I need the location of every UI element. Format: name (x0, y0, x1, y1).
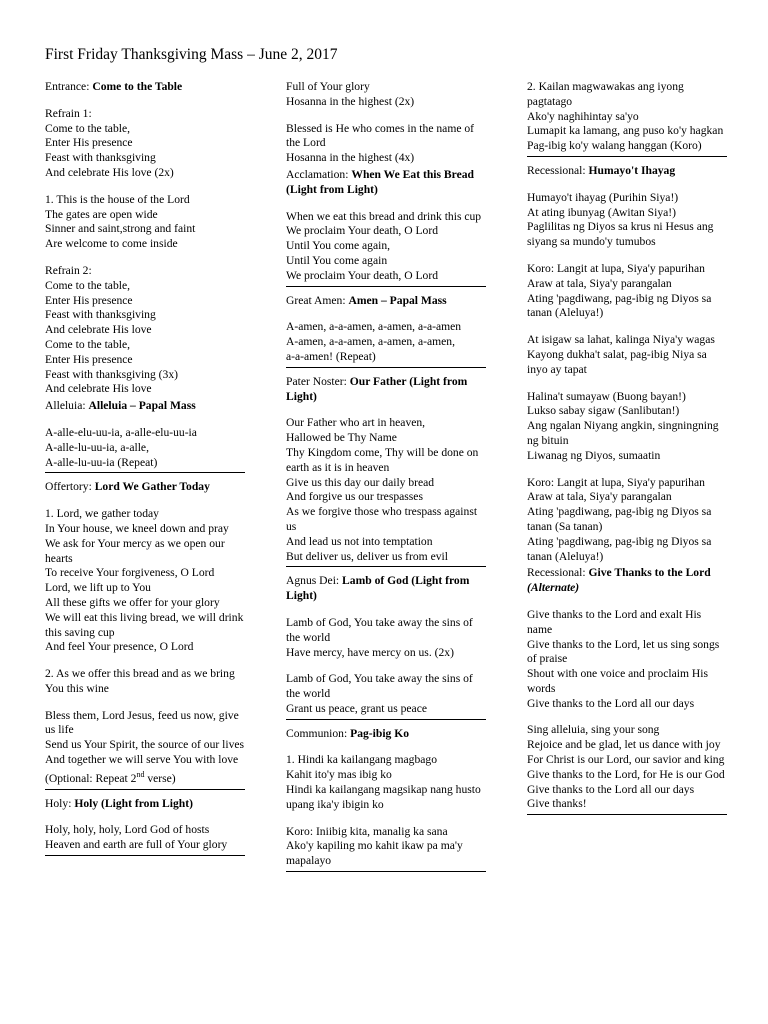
lyric-stanza (527, 723, 727, 812)
lyric-line: Give thanks to the Lord, let us sing songs of praise (527, 637, 720, 666)
lyric-line: Refrain 2: (45, 263, 92, 277)
section-heading (286, 727, 486, 742)
lyric-line: When we eat this bread and drink this cup (286, 209, 482, 223)
lyric-line: And lead us not into temptation (286, 534, 433, 548)
lyric-line: The gates are open wide (45, 207, 158, 221)
part-label: Holy: (45, 796, 75, 810)
lyric-line: And celebrate His love (45, 323, 152, 337)
lyric-line: Full of Your glory (286, 80, 370, 93)
column-2 (286, 80, 486, 879)
song-section (45, 80, 245, 399)
song-section (286, 375, 486, 568)
lyric-stanza (527, 262, 727, 321)
lyric-line: Are welcome to come inside (45, 237, 178, 251)
song-section (45, 399, 245, 473)
song-section (45, 797, 245, 856)
lyric-stanza (527, 476, 727, 565)
lyric-stanza (527, 191, 727, 250)
lyric-stanza (527, 333, 727, 377)
lyric-line: Ako'y naghihintay sa'yo (527, 109, 639, 123)
lyric-line: Come to the table, (45, 121, 131, 135)
lyric-line: Rejoice and be glad, let us dance with joy (527, 738, 721, 752)
lyric-line: Liwanag ng Diyos, sumaatin (527, 448, 661, 462)
song-title: Amen – Papal Mass (348, 293, 447, 307)
song-title: Give Thanks to the Lord (588, 566, 711, 580)
lyric-line: And forgive us our trespasses (286, 490, 423, 504)
part-label: Recessional: (527, 163, 589, 177)
lyric-stanza (45, 426, 245, 470)
lyric-line: And celebrate His love (45, 382, 152, 396)
lyric-stanza (45, 709, 245, 787)
section-heading (45, 797, 245, 812)
song-section (527, 164, 727, 566)
lyric-line: Give thanks to the Lord, for He is our God (527, 767, 725, 781)
lyric-stanza (45, 507, 245, 655)
lyric-line: Koro: Iniibig kita, manalig ka sana (286, 824, 448, 838)
lyric-line: Give thanks to the Lord and exalt His name (527, 607, 702, 636)
lyric-line: Enter His presence (45, 293, 133, 307)
lyric-line: Grant us peace, grant us peace (286, 701, 427, 715)
lyric-line: Kahit ito'y mas ibig ko (286, 768, 392, 782)
lyric-line: Pag-ibig ko'y walang hanggan (Koro) (527, 139, 702, 153)
lyric-line: Hallowed be Thy Name (286, 431, 397, 445)
lyric-stanza (527, 80, 727, 154)
lyric-line: Ating 'pagdiwang, pag-ibig ng Diyos sa tanan (Sa tanan) (527, 505, 712, 533)
lyric-line: Lamb of God, You take away the sins of the world (286, 615, 473, 644)
lyric-line: Hosanna in the highest (4x) (286, 151, 415, 165)
lyric-line: Our Father who art in heaven, (286, 416, 426, 430)
lyric-line: And together we will serve You with love (45, 753, 239, 767)
lyric-stanza (527, 608, 727, 712)
song-section (527, 566, 727, 815)
song-section (286, 80, 486, 168)
song-title: Alleluia – Papal Mass (88, 399, 196, 413)
song-section (527, 80, 727, 157)
lyric-line: Give thanks! (527, 797, 587, 811)
lyric-line: Enter His presence (45, 352, 133, 366)
lyric-line: Ako'y kapiling mo kahit ikaw pa ma'y mapalayo (286, 839, 463, 868)
lyric-line: Come to the table, (45, 337, 131, 351)
section-heading (45, 80, 245, 95)
song-title: Humayo't Ihayag (588, 163, 676, 177)
lyric-stanza (45, 667, 245, 697)
part-label: Entrance: (45, 80, 93, 93)
lyric-line: A-alle-lu-uu-ia (Repeat) (45, 455, 158, 469)
lyric-line: Koro: Langit at lupa, Siya'y papurihan (527, 261, 705, 275)
section-heading (45, 480, 245, 495)
lyric-line: Until You come again, (286, 239, 391, 253)
lyric-line: Have mercy, have mercy on us. (2x) (286, 645, 454, 659)
lyric-line: A-alle-elu-uu-ia, a-alle-elu-uu-ia (45, 425, 197, 439)
page-title: First Friday Thanksgiving Mass – June 2, 2017 (45, 46, 338, 63)
song-title: Pag-ibig Ko (350, 726, 410, 740)
section-heading (286, 294, 486, 309)
lyric-stanza (286, 616, 486, 660)
lyric-line: At ating ibunyag (Awitan Siya!) (527, 205, 676, 219)
lyric-line: Hindi ka kailangang magsikap nang husto upang ika'y ibigin ko (286, 783, 481, 811)
lyric-line: We proclaim Your death, O Lord (286, 224, 439, 238)
lyric-stanza (45, 823, 245, 853)
lyric-line: Shout with one voice and proclaim His words (527, 667, 708, 695)
song-title: When We Eat this Bread (Light from Light) (286, 167, 474, 196)
lyric-line: Feast with thanksgiving (3x) (45, 367, 178, 381)
lyric-line: Thy Kingdom come, Thy will be done on earth as it is in heaven (286, 445, 479, 474)
lyric-line: Give us this day our daily bread (286, 475, 435, 489)
song-title: Lord We Gather Today (94, 480, 210, 494)
section-heading (286, 168, 486, 198)
lyric-line: Bless them, Lord Jesus, feed us now, give us life (45, 708, 239, 737)
lyric-line: Blessed is He who comes in the name of the Lord (286, 121, 475, 150)
lyric-line: 2. As we offer this bread and as we bring You this wine (45, 667, 235, 695)
lyric-line: Araw at tala, Siya'y parangalan (527, 276, 672, 290)
lyric-line: Sing alleluia, sing your song (527, 723, 660, 737)
lyric-stanza (45, 193, 245, 252)
lyric-stanza (286, 210, 486, 284)
lyric-line: But deliver us, deliver us from evil (286, 549, 448, 563)
lyric-line: Lukso sabay sigaw (Sanlibutan!) (527, 404, 680, 418)
lyric-line: Kayong dukha't salat, pag-ibig Niya sa inyo ay tapat (527, 347, 707, 376)
lyric-line: Give thanks to the Lord all our days (527, 696, 695, 710)
lyric-line: Hosanna in the highest (2x) (286, 94, 415, 108)
song-title: Our Father (Light from Light) (286, 374, 468, 403)
lyric-line: A-amen, a-a-amen, a-amen, a-amen, (286, 335, 455, 349)
lyric-stanza (286, 672, 486, 716)
section-heading (286, 574, 486, 604)
lyric-line: Lord, we lift up to You (45, 581, 151, 595)
lyric-stanza (286, 753, 486, 812)
lyric-stanza (286, 320, 486, 364)
lyric-line: Lumapit ka lamang, ang puso ko'y hagkan (527, 124, 724, 138)
lyric-stanza (286, 80, 486, 110)
column-1 (45, 80, 245, 863)
part-label: Acclamation: (286, 167, 352, 181)
lyric-line: As we forgive those who trespass against us (286, 505, 478, 533)
lyric-line: (Optional: Repeat 2nd verse) (45, 769, 176, 785)
lyric-line: Heaven and earth are full of Your glory (45, 838, 228, 852)
lyric-line: 2. Kailan magwawakas ang iyong pagtatago (527, 80, 684, 108)
part-label: Communion: (286, 726, 351, 740)
song-section (286, 168, 486, 287)
lyric-line: a-a-amen! (Repeat) (286, 349, 376, 363)
lyric-line: Sinner and saint,strong and faint (45, 222, 196, 236)
song-section (286, 294, 486, 368)
lyric-line: And celebrate His love (2x) (45, 165, 174, 179)
lyric-stanza (45, 264, 245, 397)
song-title: Come to the Table (92, 80, 183, 93)
alternate-note: (Alternate) (527, 581, 580, 595)
lyric-line: Send us Your Spirit, the source of our lives (45, 738, 245, 752)
lyric-line: Feast with thanksgiving (45, 308, 156, 322)
lyric-line: Come to the table, (45, 278, 131, 292)
lyric-line: 1. This is the house of the Lord (45, 192, 190, 206)
lyric-line: A-amen, a-a-amen, a-amen, a-a-amen (286, 320, 462, 334)
lyric-stanza (45, 107, 245, 181)
lyric-line: 1. Lord, we gather today (45, 507, 159, 521)
section-heading (45, 399, 245, 414)
part-label: Great Amen: (286, 293, 349, 307)
section-heading (527, 164, 727, 179)
lyric-line: Araw at tala, Siya'y parangalan (527, 490, 672, 504)
lyric-line: Paglilitas ng Diyos sa krus ni Hesus ang siyang sa mundo'y tumubos (527, 220, 714, 249)
song-section (286, 727, 486, 872)
lyric-line: For Christ is our Lord, our savior and king (527, 753, 725, 767)
lyric-line: We ask for Your mercy as we open our hearts (45, 536, 225, 565)
section-heading (527, 566, 727, 596)
lyric-line: Give thanks to the Lord all our days (527, 782, 695, 796)
lyric-line: Holy, holy, holy, Lord God of hosts (45, 823, 210, 837)
lyric-line: A-alle-lu-uu-ia, a-alle, (45, 440, 149, 454)
part-label: Recessional: (527, 566, 589, 580)
part-label: Alleluia: (45, 399, 89, 413)
lyric-line: At isigaw sa lahat, kalinga Niya'y wagas (527, 333, 715, 347)
song-title: Holy (Light from Light) (74, 796, 193, 810)
lyric-line: Lamb of God, You take away the sins of the world (286, 672, 473, 701)
lyric-line: Feast with thanksgiving (45, 151, 156, 165)
section-heading (286, 375, 486, 405)
song-section (45, 480, 245, 789)
lyric-line: Refrain 1: (45, 106, 92, 120)
lyric-line: Humayo't ihayag (Purihin Siya!) (527, 190, 679, 204)
lyric-line: Until You come again (286, 253, 388, 267)
lyric-line: Halina't sumayaw (Buong bayan!) (527, 389, 686, 403)
lyric-line: 1. Hindi ka kailangang magbago (286, 753, 438, 767)
part-label: Pater Noster: (286, 374, 350, 388)
part-label: Agnus Dei: (286, 574, 343, 588)
lyric-stanza (286, 416, 486, 564)
lyric-line: Koro: Langit at lupa, Siya'y papurihan (527, 475, 705, 489)
lyric-line: Ating 'pagdiwang, pag-ibig ng Diyos sa tanan (Aleluya!) (527, 291, 712, 320)
lyric-line: All these gifts we offer for your glory (45, 595, 220, 609)
lyric-line: Ating 'pagdiwang, pag-ibig ng Diyos sa tanan (Aleluya!) (527, 534, 712, 563)
column-3 (527, 80, 727, 822)
lyric-line: We proclaim Your death, O Lord (286, 268, 439, 282)
lyric-line: In Your house, we kneel down and pray (45, 521, 229, 535)
lyric-line: Enter His presence (45, 136, 133, 150)
part-label: Offertory: (45, 480, 95, 494)
song-section (286, 574, 486, 719)
lyric-stanza (286, 122, 486, 166)
lyric-line: And feel Your presence, O Lord (45, 640, 194, 654)
lyric-line: We will eat this living bread, we will drink this saving cup (45, 610, 244, 639)
lyric-line: To receive Your forgiveness, O Lord (45, 566, 215, 580)
lyric-stanza (286, 825, 486, 869)
lyric-stanza (527, 390, 727, 464)
song-title: Lamb of God (Light from Light) (286, 574, 470, 603)
lyric-line: Ang ngalan Niyang angkin, singningning ng bituin (527, 419, 719, 447)
